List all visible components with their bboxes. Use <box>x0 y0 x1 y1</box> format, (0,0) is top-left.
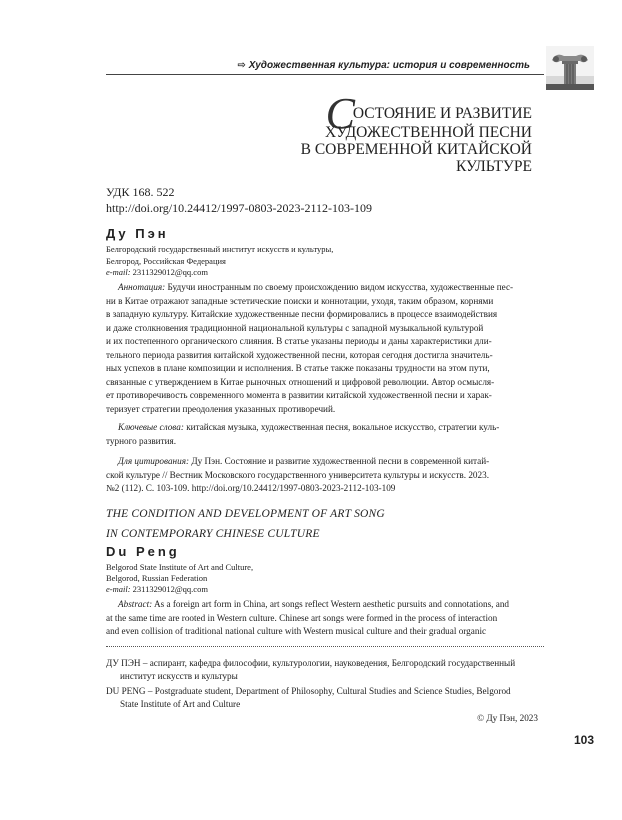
citation-label: Для цитирования: <box>118 456 190 466</box>
abstract-label: Аннотация: <box>118 282 166 292</box>
section-title: Художественная культура: история и современность <box>248 60 530 71</box>
abstract-line: и даже столкновения традиционной национальной культуры с западной музыкальной культурой <box>106 322 484 333</box>
citation-line: №2 (112). С. 103-109. http://doi.org/10.24412/1997-0803-2023-2112-103-109 <box>106 483 396 493</box>
email-label: e-mail: <box>106 267 131 277</box>
title-en-line-2: IN CONTEMPORARY CHINESE CULTURE <box>106 528 320 540</box>
abstract-line: связанные с утверждением в Китае рыночных отношений и цифровой революции. Автор осмысля- <box>106 376 495 387</box>
copyright: © Ду Пэн, 2023 <box>477 713 538 723</box>
abstract-line: Будучи иностранным по своему происхождению видом искусства, художественные пес- <box>165 282 514 292</box>
author-name-ru: Ду Пэн <box>106 226 169 241</box>
title-line-1: ОСТОЯНИЕ И РАЗВИТИЕ <box>352 105 532 122</box>
abstract-line: at the same time are rooted in Western culture. Chinese art songs were formed in the process of interaction <box>106 612 498 623</box>
author-affiliation-ru-1: Белгородский государственный институт искусств и культуры, <box>106 244 334 254</box>
author-name-en: Du Peng <box>106 544 180 559</box>
article-title-ru <box>230 89 532 175</box>
footnote-line: DU PENG – Postgraduate student, Department of Philosophy, Cultural Studies and Science Studies, Belgorod <box>106 686 511 696</box>
keywords-ru <box>106 421 538 448</box>
footnote-line: институт искусств и культуры <box>120 671 238 681</box>
footnote-en <box>106 685 596 711</box>
running-header <box>200 60 530 71</box>
citation-line: Ду Пэн. Состояние и развитие художественной песни в современной китай- <box>189 456 490 466</box>
abstract-line: ет противоречивость современного момента в развитии китайской художественной песни и харак- <box>106 390 492 400</box>
email-value[interactable]: 2311329012@qq.com <box>132 584 208 594</box>
title-en-line-1: THE CONDITION AND DEVELOPMENT OF ART SONG <box>106 508 385 520</box>
footnote-line: State Institute of Art and Culture <box>120 699 241 709</box>
keywords-line: турного развития. <box>106 435 177 446</box>
abstract-ru <box>106 281 538 416</box>
footnote-line: ДУ ПЭН – аспирант, кафедра философии, культурологии, науковедения, Белгородский государственный <box>106 658 516 668</box>
author-email-en <box>106 583 208 595</box>
abstract-line: тельного периода развития китайской художественной песни, которая сегодня достигла значитель- <box>106 349 493 360</box>
abstract-label: Abstract: <box>118 599 153 609</box>
abstract-line: ных успехов в плане композиции и исполнения. В статье также показаны трудности на этом пути, <box>106 363 490 373</box>
author-affiliation-ru-2: Белгород, Российская Федерация <box>106 256 226 266</box>
doi-link[interactable]: http://doi.org/10.24412/1997-0803-2023-2112-103-109 <box>106 201 372 215</box>
title-line-3: В СОВРЕМЕННОЙ КИТАЙСКОЙ КУЛЬТУРЕ <box>300 141 532 175</box>
abstract-line: ни в Китае отражают западные эстетические поиски и коннотации, уходя, таким образом, корнями <box>106 295 494 306</box>
citation-line: ской культуре // Вестник Московского государственного университета культуры и искусств. 2023. <box>106 469 489 480</box>
article-title-en <box>106 504 538 544</box>
arrow-icon: ⇨ <box>237 60 246 71</box>
keywords-line: китайская музыка, художественная песня, вокальное искусство, стратегии куль- <box>183 422 500 432</box>
author-affiliation-en-2: Belgorod, Russian Federation <box>106 573 208 583</box>
title-line-2: ХУДОЖЕСТВЕННОЙ ПЕСНИ <box>325 124 532 141</box>
keywords-label: Ключевые слова: <box>118 422 184 432</box>
abstract-line: and even collision of traditional national culture with Western musical culture and their gradual organic <box>106 626 487 636</box>
author-email-ru <box>106 266 208 278</box>
abstract-line: теризует стратегии преодоления указанных противоречий. <box>106 403 336 414</box>
abstract-en <box>106 598 538 639</box>
abstract-line: в западную культуру. Китайские художественные песни формировались в процессе взаимодействия <box>106 309 498 319</box>
title-initial: С <box>325 89 355 138</box>
abstract-line: As a foreign art form in China, art songs reflect Western aesthetic pursuits and connotations, and <box>152 599 510 609</box>
author-affiliation-en-1: Belgorod State Institute of Art and Culture, <box>106 562 254 572</box>
abstract-line: и их постепенного органического слияния. В статье указаны периоды и даны характеристики дли- <box>106 336 492 346</box>
header-rule <box>106 74 544 75</box>
column-capital-logo-icon <box>546 46 594 90</box>
footnote-ru <box>106 657 596 683</box>
citation-ru <box>106 455 538 496</box>
footnote-divider <box>106 646 544 647</box>
email-label: e-mail: <box>106 584 131 594</box>
page-number: 103 <box>573 733 594 747</box>
email-value[interactable]: 2311329012@qq.com <box>132 267 208 277</box>
udk-code: УДК 168. 522 <box>106 185 175 199</box>
